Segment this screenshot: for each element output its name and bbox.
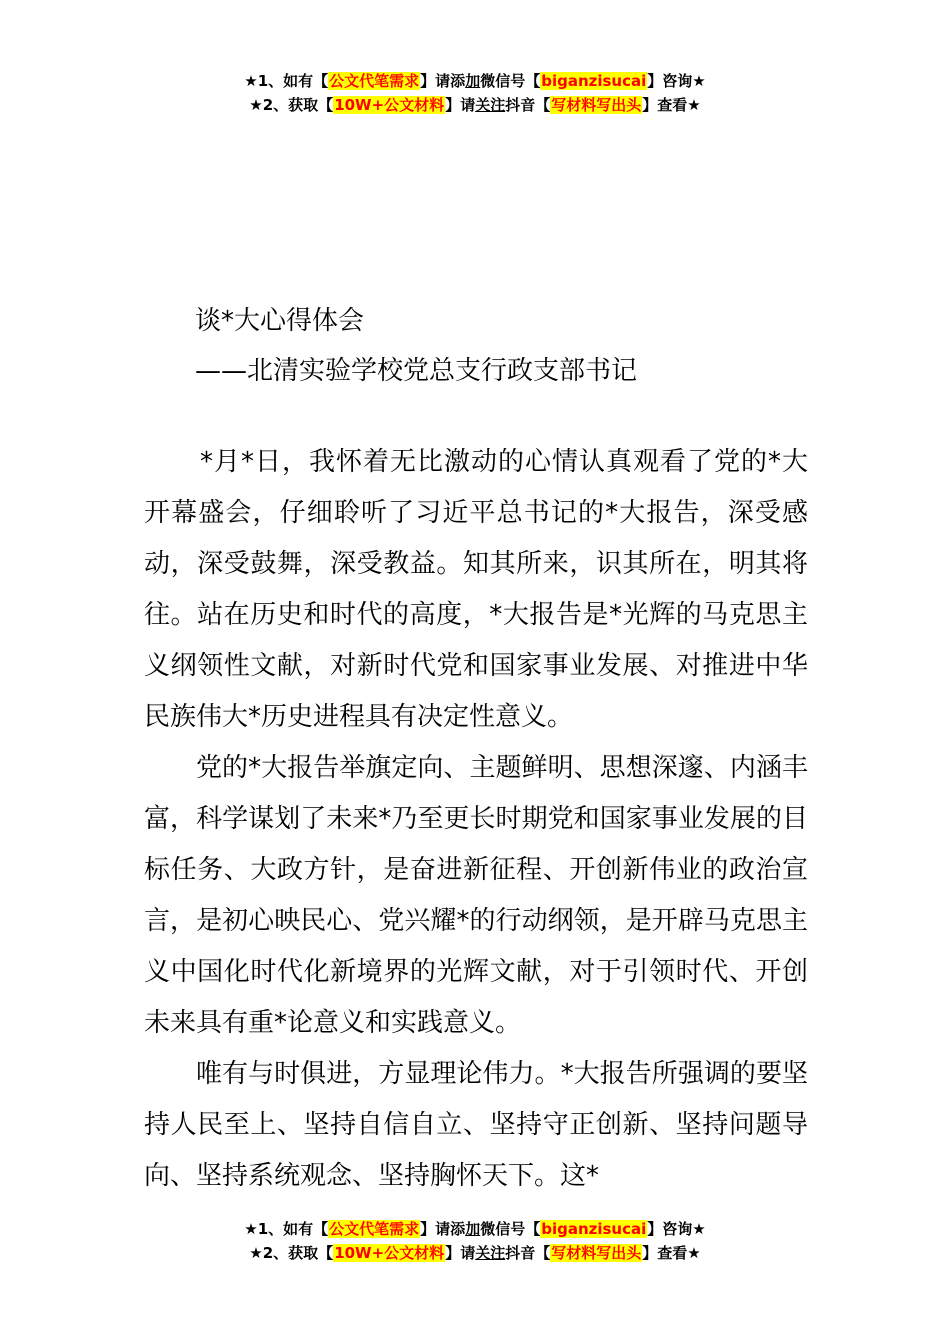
footer-highlight-wechat-id: biganzisucai — [541, 1220, 647, 1238]
footer-highlight-douyin-account: 写材料写出头 — [551, 1244, 642, 1262]
footer-banner — [0, 1217, 950, 1265]
footer-line-2: ★2、获取【10W+公文材料】请关注抖音【写材料写出头】查看★ — [249, 1244, 701, 1262]
highlight-wechat-id: biganzisucai — [541, 72, 647, 90]
body-paragraph-2: 党的*大报告举旗定向、主题鲜明、思想深邃、内涵丰富，科学谋划了未来*乃至更长时期党和国家事业发展的目标任务、大政方针，是奋进新征程、开创新伟业的政治宣言，是初心映民心、党兴耀*的行动纲领，是开辟马克思主义中国化时代化新境界的光辉文献，对于引领时代、开创未来具有重*论意义和实践意义。 — [144, 753, 808, 1038]
banner-line-2: ★2、获取【10W+公文材料】请关注抖音【写材料写出头】查看★ — [249, 96, 701, 114]
document-body — [144, 437, 808, 1202]
body-paragraph-1: *月*日，我怀着无比激动的心情认真观看了党的*大开幕盛会，仔细聆听了习近平总书记的*大报告，深受感动，深受鼓舞，深受教益。知其所来，识其所在，明其将往。站在历史和时代的高度，*大报告是*光辉的马克思主义纲领性文献，对新时代党和国家事业发展、对推进中华民族伟大*历史进程具有决定性意义。 — [144, 447, 808, 732]
footer-line-1: ★1、如有【公文代笔需求】请添加微信号【biganzisucai】咨询★ — [244, 1220, 706, 1238]
highlight-douyin-account: 写材料写出头 — [551, 96, 642, 114]
highlight-service: 公文代笔需求 — [329, 72, 420, 90]
banner-line-1: ★1、如有【公文代笔需求】请添加微信号【biganzisucai】咨询★ — [244, 72, 706, 90]
document-title: 谈*大心得体会 — [195, 306, 365, 336]
footer-highlight-materials: 10W+公文材料 — [334, 1244, 445, 1262]
header-banner — [0, 69, 950, 117]
document-subtitle: ——北清实验学校党总支行政支部书记 — [195, 356, 638, 386]
footer-highlight-service: 公文代笔需求 — [329, 1220, 420, 1238]
document-heading — [195, 296, 637, 396]
body-paragraph-3: 唯有与时俱进，方显理论伟力。*大报告所强调的要坚持人民至上、坚持自信自立、坚持守正创新、坚持问题导向、坚持系统观念、坚持胸怀天下。这* — [144, 1059, 808, 1191]
highlight-materials: 10W+公文材料 — [334, 96, 445, 114]
